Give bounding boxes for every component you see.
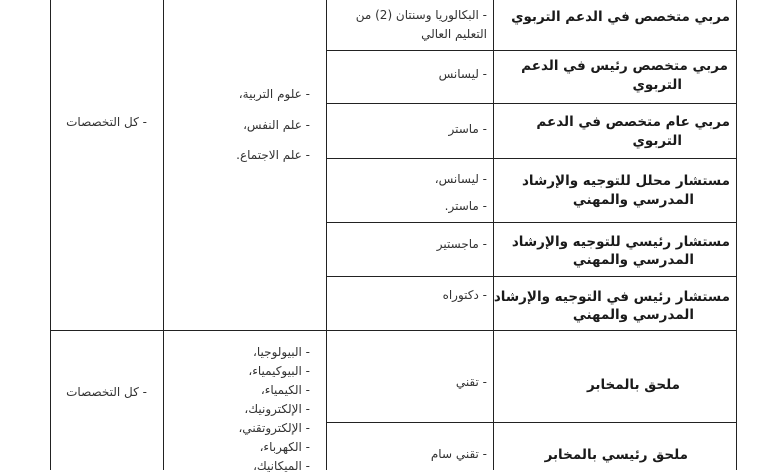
table-border-right xyxy=(736,0,737,470)
degree-line: - ماستر xyxy=(448,122,487,136)
degree-line: - ماستر. xyxy=(444,199,487,213)
job-title: مربي متخصص في الدعم التربوي xyxy=(511,9,730,25)
job-title: المدرسي والمهني xyxy=(572,192,694,208)
specialty-item: - الميكانيك، xyxy=(253,459,310,473)
group-divider xyxy=(50,330,737,331)
degree-line: - دكتوراه xyxy=(442,288,487,302)
specialty-item: - الكهرباء، xyxy=(259,440,310,454)
table-border-left xyxy=(50,0,51,470)
job-title: مستشار رئيس في التوجيه والإرشاد xyxy=(493,289,730,305)
specialty-item: - علم الاجتماع. xyxy=(236,148,310,162)
job-title: مستشار محلل للتوجيه والإرشاد xyxy=(521,173,730,189)
row-divider xyxy=(326,422,737,423)
row-divider xyxy=(326,222,737,223)
row-divider xyxy=(326,276,737,277)
degree-line: - تقني xyxy=(455,375,487,389)
degree-line: - تقني سام xyxy=(430,447,487,461)
specialty-item: - البيولوجيا، xyxy=(253,345,310,359)
all-specialties: - كل التخصصات xyxy=(66,385,147,399)
table-divider-specialty xyxy=(163,0,164,470)
specialty-item: - علم النفس، xyxy=(243,118,310,132)
degree-line: - ماجستير xyxy=(436,237,487,251)
specialty-item: - الإلكتروتقني، xyxy=(238,421,310,435)
job-title: التربوي xyxy=(632,77,682,93)
job-title: مربي عام متخصص في الدعم xyxy=(536,114,730,130)
table-divider-degree xyxy=(493,0,494,470)
row-divider xyxy=(326,50,737,51)
job-title: المدرسي والمهني xyxy=(572,252,694,268)
all-specialties: - كل التخصصات xyxy=(66,115,147,129)
specialty-item: - البيوكيمياء، xyxy=(248,364,310,378)
job-title: مستشار رئيسي للتوجيه والإرشاد xyxy=(511,234,730,250)
specialty-item: - علوم التربية، xyxy=(238,87,310,101)
job-title: ملحق رئيسي بالمخابر xyxy=(544,447,688,463)
degree-line: - ليسانس xyxy=(438,67,487,81)
degree-line: - ليسانس، xyxy=(434,172,487,186)
job-title: مربي متخصص رئيس في الدعم xyxy=(521,58,728,74)
row-divider xyxy=(326,158,737,159)
specialty-item: - الإلكترونيك، xyxy=(244,402,310,416)
row-divider xyxy=(326,103,737,104)
specialty-item: - الكيمياء، xyxy=(260,383,310,397)
degree-line: التعليم العالي xyxy=(421,27,487,41)
table-divider-group xyxy=(326,0,327,470)
job-title: ملحق بالمخابر xyxy=(587,377,680,393)
job-title: التربوي xyxy=(632,133,682,149)
job-title: المدرسي والمهني xyxy=(572,307,694,323)
degree-line: - البكالوريا وسنتان (2) من xyxy=(355,8,487,22)
